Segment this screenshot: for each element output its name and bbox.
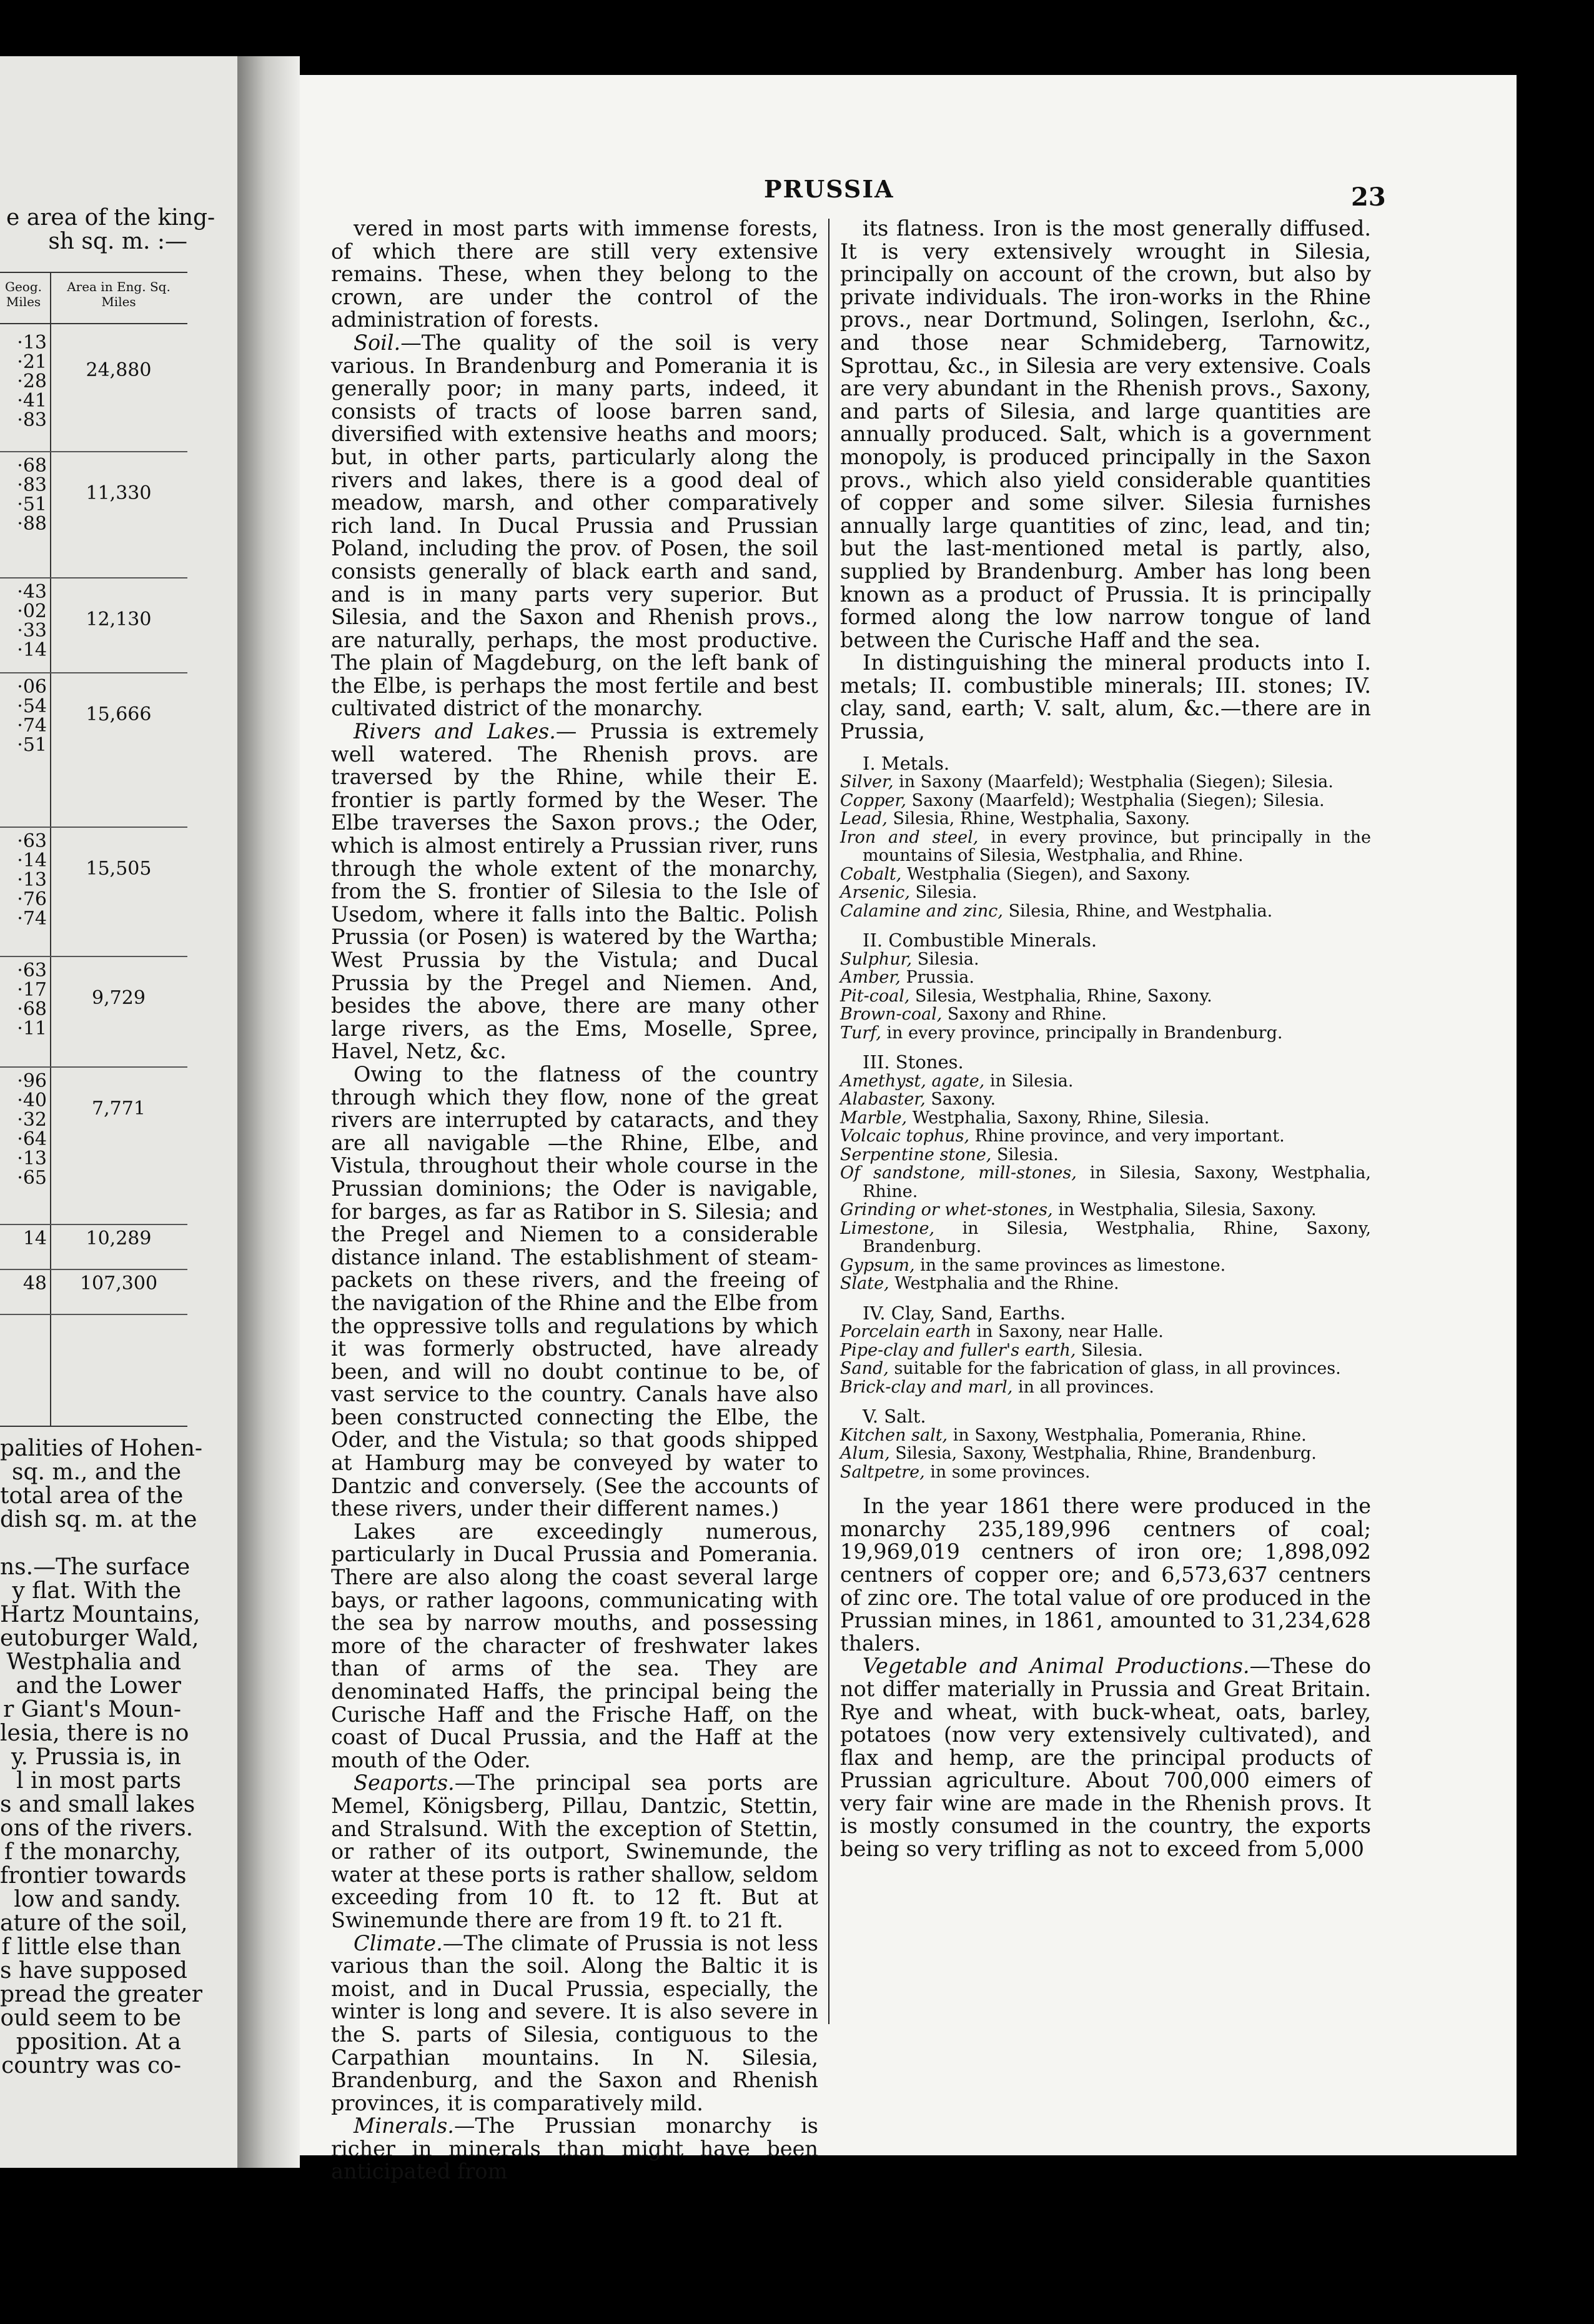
geog-value: ·63 bbox=[17, 960, 47, 981]
geog-cell bbox=[0, 329, 47, 430]
list-heading: IV. Clay, Sand, Earths. bbox=[863, 1302, 1066, 1324]
mineral-name: Turf, bbox=[840, 1023, 881, 1043]
list-item bbox=[840, 1146, 1371, 1164]
geog-value: ·06 bbox=[17, 676, 47, 698]
paragraph-text: Lakes are exceedingly numerous, particularly in Ducal Prussia and Pomerania. There are also along the coast several large bays, or rather lagoons, communicating with the sea by narrow mouths, and possessing more of the character of freshwater lakes than of arms of the sea. They are denominated Haffs, the principal being the Curische Haff and the Frische Haff, on the coast of Ducal Prussia, and the Haff at the mouth of the Oder. bbox=[331, 1519, 818, 1772]
paragraph bbox=[331, 217, 818, 332]
mineral-name: Amethyst, agate, bbox=[840, 1071, 985, 1091]
list-heading: I. Metals. bbox=[863, 752, 950, 774]
section-heading: Seaports. bbox=[354, 1770, 455, 1795]
list-item bbox=[840, 1444, 1371, 1463]
section-heading: Minerals. bbox=[354, 2113, 454, 2138]
left-text-line: s have supposed bbox=[0, 1958, 187, 1984]
mineral-name: Brick-clay and marl, bbox=[840, 1377, 1013, 1397]
left-text-line: dish sq. m. at the bbox=[0, 1507, 197, 1532]
geog-cell bbox=[0, 1225, 47, 1248]
eng-value: 10,289 bbox=[86, 1228, 152, 1249]
geog-value: ·51 bbox=[17, 734, 47, 756]
geog-value: ·83 bbox=[17, 409, 47, 431]
left-text-line: frontier towards bbox=[0, 1863, 187, 1889]
paragraph-text: its flatness. Iron is the most generally diffused. It is very extensively wrought in Silesia, principally on account of the crown, but also by private individuals. The iron-works in the Rhine provs., near Dortmund, Solingen, Iserlohn, &c., and those near Schmideberg, Tarnowitz, Sprottau, &c., in Silesia are very extensive. Coals are very abundant in the Rhenish provs., Saxony, and parts of Silesia, and large quantities are annually produced. Salt, which is a government monopoly, is produced principally in the Saxon provs., which also yield considerable quantities of copper and some silver. Silesia furnishes annually large quantities of zinc, lead, and tin; but the last-mentioned metal is partly, also, supplied by Brandenburg. Amber has long been known as a product of Prussia. It is principally formed along the low narrow tongue of land between the Curische Haff and the sea. bbox=[840, 216, 1371, 652]
table-row bbox=[0, 1225, 187, 1270]
list-item bbox=[840, 1274, 1371, 1293]
mineral-locations: in the same provinces as limestone. bbox=[914, 1255, 1226, 1275]
table-row bbox=[0, 329, 187, 452]
left-text-line: pposition. At a bbox=[16, 2029, 181, 2055]
list-item bbox=[840, 828, 1371, 865]
eng-value: 15,666 bbox=[86, 703, 152, 725]
left-text-line bbox=[0, 1532, 181, 1556]
mineral-name: Of sandstone, mill-stones, bbox=[840, 1163, 1077, 1183]
mineral-locations: in Westphalia, Silesia, Saxony. bbox=[1052, 1200, 1317, 1220]
paragraph bbox=[331, 1932, 818, 2115]
geog-value: 14 bbox=[22, 1228, 47, 1249]
mineral-locations: Saxony. bbox=[925, 1090, 996, 1110]
mineral-locations: Silesia, Rhine, and Westphalia. bbox=[1002, 901, 1273, 921]
list-item bbox=[840, 1024, 1371, 1043]
mineral-name: Copper, bbox=[840, 790, 906, 810]
right-column-intro bbox=[840, 217, 1371, 743]
section-heading: Climate. bbox=[354, 1930, 443, 1955]
list-item bbox=[840, 1090, 1371, 1109]
left-text-line: ature of the soil, bbox=[0, 1910, 188, 1936]
geog-value: ·14 bbox=[17, 850, 47, 872]
mineral-locations: Silesia, Westphalia, Rhine, Saxony. bbox=[909, 986, 1212, 1006]
mineral-locations: in Saxony, Westphalia, Pomerania, Rhine. bbox=[948, 1425, 1307, 1445]
book-spine bbox=[237, 56, 300, 2168]
section-heading: Rivers and Lakes. bbox=[354, 719, 556, 744]
left-text-line: sh sq. m. :— bbox=[48, 229, 187, 254]
mineral-name: Pipe-clay and fuller's earth, bbox=[840, 1340, 1076, 1360]
list-item bbox=[840, 1359, 1371, 1378]
list-item bbox=[840, 773, 1371, 792]
left-text-line: country was co- bbox=[1, 2053, 181, 2078]
mineral-locations: Silesia, Rhine, Westphalia, Saxony. bbox=[887, 809, 1191, 829]
mineral-name: Volcaic tophus, bbox=[840, 1126, 970, 1146]
paragraph bbox=[331, 1521, 818, 1772]
column-rule bbox=[828, 219, 829, 2024]
list-item bbox=[840, 950, 1371, 969]
eng-value: 12,130 bbox=[86, 608, 152, 630]
mineral-locations: Saxony and Rhine. bbox=[942, 1005, 1107, 1025]
left-text-line: y. Prussia is, in bbox=[11, 1744, 181, 1770]
table-header-geog: Geog. Miles bbox=[4, 279, 42, 309]
left-text-line: f little else than bbox=[1, 1934, 181, 1960]
mineral-name: Amber, bbox=[840, 968, 901, 988]
paragraph bbox=[331, 2115, 818, 2183]
mineral-locations: in every province, principally in Brandenburg. bbox=[881, 1023, 1283, 1043]
mineral-locations: Silesia. bbox=[1076, 1340, 1143, 1360]
paragraph bbox=[840, 217, 1371, 652]
list-item bbox=[840, 865, 1371, 884]
geog-value: ·14 bbox=[17, 639, 47, 661]
geog-value: ·28 bbox=[17, 370, 47, 392]
list-item bbox=[840, 987, 1371, 1006]
geog-value: ·41 bbox=[17, 390, 47, 412]
geog-value: ·13 bbox=[17, 869, 47, 891]
mineral-name: Marble, bbox=[840, 1108, 908, 1128]
mineral-locations: Silesia. bbox=[912, 949, 979, 969]
left-text-line: ns.—The surface bbox=[0, 1554, 191, 1580]
mineral-name: Sulphur, bbox=[840, 949, 913, 969]
paragraph-text: In the year 1861 there were produced in the monarchy 235,189,996 centners of coal; 19,969,019 centners of iron ore; 1,898,092 centners of copper ore; and 6,573,637 centners of zinc ore. The total value of ore produced in the Prussian mines, in 1861, amounted to 31,234,628 thalers. bbox=[840, 1494, 1371, 1656]
area-table bbox=[0, 272, 187, 1427]
mineral-locations: in every province, but principally in the mountains of Silesia, Westphalia, and Rhine. bbox=[863, 827, 1371, 866]
geog-value: ·83 bbox=[17, 474, 47, 496]
mineral-locations: in Saxony, near Halle. bbox=[971, 1322, 1164, 1342]
geog-value: ·68 bbox=[17, 998, 47, 1020]
mineral-locations: Westphalia and the Rhine. bbox=[889, 1274, 1119, 1294]
paragraph-text: —These do not differ materially in Prussia and Great Britain. Rye and wheat, with buck-wheat, oats, barley, potatoes (now very extensively cultivated), and flax and hemp, are the principal products of Prussian agriculture. About 700,000 eimers of very fair wine are made in the Rhenish provs. It is mostly consumed in the country, the exports being so very trifling as not to exceed from 5,000 bbox=[840, 1654, 1371, 1862]
left-text-line: l in most parts bbox=[16, 1768, 181, 1794]
geog-value: ·11 bbox=[17, 1018, 47, 1040]
geog-cell bbox=[0, 452, 47, 534]
left-page-top-text bbox=[6, 205, 215, 254]
geog-value: ·32 bbox=[17, 1109, 47, 1131]
section-heading: Soil. bbox=[354, 330, 401, 355]
geog-cell bbox=[0, 673, 47, 755]
right-column-outro bbox=[840, 1495, 1371, 1861]
list-item bbox=[840, 1164, 1371, 1201]
mineral-locations: in Saxony (Maarfeld); Westphalia (Siegen); Silesia. bbox=[893, 772, 1334, 792]
mineral-name: Brown-coal, bbox=[840, 1005, 943, 1025]
mineral-name: Sand, bbox=[840, 1359, 889, 1379]
table-row bbox=[0, 957, 187, 1068]
mineral-locations: Prussia. bbox=[900, 968, 974, 988]
list-item bbox=[840, 1109, 1371, 1128]
geog-value: ·51 bbox=[17, 494, 47, 515]
eng-value: 107,300 bbox=[79, 1273, 158, 1294]
left-text-line: lesia, there is no bbox=[0, 1721, 189, 1746]
paragraph-text: In distinguishing the mineral products into I. metals; II. combustible minerals; III. stones; IV. clay, sand, earth; V. salt, alum, &c.—there are in Prussia, bbox=[840, 650, 1371, 744]
left-text-line: f the monarchy, bbox=[4, 1839, 181, 1865]
paragraph-text: —The quality of the soil is very various. In Brandenburg and Pomerania it is generally poor; in many parts, indeed, it consists of tracts of loose barren sand, diversified with extensive heaths and moors; but, in other parts, particularly along the rivers and lakes, there is a good deal of meadow, marsh, and other comparatively rich land. In Ducal Prussia and Prussian Poland, including the prov. of Posen, the soil consists generally of black earth and sand, and is in many parts very superior. But Silesia, and the Saxon and Rhenish provs., are naturally, perhaps, the most productive. The plain of Magdeburg, on the left bank of the Elbe, is perhaps the most fertile and best cultivated district of the monarchy. bbox=[331, 330, 818, 721]
list-item bbox=[840, 1201, 1371, 1219]
mineral-name: Alabaster, bbox=[840, 1090, 926, 1110]
geog-value: ·40 bbox=[17, 1090, 47, 1111]
table-row bbox=[0, 1068, 187, 1225]
table-row bbox=[0, 828, 187, 957]
eng-value: 24,880 bbox=[86, 359, 152, 381]
mineral-locations: in Silesia. bbox=[984, 1071, 1074, 1091]
geog-value: ·02 bbox=[17, 600, 47, 622]
mineral-locations: in Silesia, Saxony, Westphalia, Rhine. bbox=[863, 1163, 1371, 1201]
mineral-name: Lead, bbox=[840, 809, 888, 829]
left-text-line: e area of the king- bbox=[6, 205, 215, 231]
left-text-line: y flat. With the bbox=[12, 1578, 181, 1604]
left-text-line: ons of the rivers. bbox=[0, 1815, 194, 1841]
left-page-bottom-text bbox=[0, 1436, 203, 2078]
mineral-locations: Silesia. bbox=[909, 883, 978, 903]
geog-value: ·74 bbox=[17, 908, 47, 930]
list-item bbox=[840, 1219, 1371, 1256]
mineral-locations: in Silesia, Westphalia, Rhine, Saxony, Brandenburg. bbox=[863, 1218, 1371, 1257]
table-header-rule bbox=[0, 323, 187, 324]
mineral-name: Alum, bbox=[840, 1444, 890, 1464]
left-text-line: and the Lower bbox=[16, 1673, 181, 1699]
mineral-name: Calamine and zinc, bbox=[840, 901, 1003, 921]
paragraph bbox=[331, 720, 818, 1063]
page-number: 23 bbox=[1351, 182, 1386, 212]
list-item bbox=[840, 1341, 1371, 1360]
mineral-name: Silver, bbox=[840, 772, 894, 792]
mineral-locations: Westphalia, Saxony, Rhine, Silesia. bbox=[907, 1108, 1210, 1128]
table-row bbox=[0, 452, 187, 579]
paragraph-text: —The principal sea ports are Memel, Königsberg, Pillau, Dantzic, Stettin, and Stralsund. With the exception of Stettin, or rather of its outport, Swinemunde, the water at these ports is rather shallow, seldom exceeding from 10 ft. to 12 ft. But at Swinemunde there are from 19 ft. to 21 ft. bbox=[331, 1770, 818, 1932]
paragraph bbox=[331, 332, 818, 720]
mineral-name: Gypsum, bbox=[840, 1255, 915, 1275]
geog-value: ·17 bbox=[17, 979, 47, 1001]
geog-cell bbox=[0, 1270, 47, 1293]
paragraph-text: —The Prussian monarchy is richer in minerals than might have been anticipated from bbox=[331, 2113, 818, 2184]
mineral-locations: in some provinces. bbox=[924, 1462, 1091, 1482]
right-column bbox=[840, 217, 1371, 1861]
list-item bbox=[840, 902, 1371, 921]
left-text-line: r Giant's Moun- bbox=[3, 1697, 181, 1722]
left-page-fragment bbox=[0, 56, 237, 2168]
mineral-name: Serpentine stone, bbox=[840, 1145, 992, 1164]
list-item bbox=[840, 1005, 1371, 1024]
list-item bbox=[840, 792, 1371, 810]
mineral-name: Arsenic, bbox=[840, 883, 910, 903]
mineral-name: Porcelain earth bbox=[840, 1322, 971, 1342]
mineral-locations: in all provinces. bbox=[1012, 1377, 1154, 1397]
list-heading: V. Salt. bbox=[863, 1406, 926, 1428]
paragraph bbox=[331, 1063, 818, 1521]
list-item bbox=[840, 1426, 1371, 1445]
mineral-locations: suitable for the fabrication of glass, in all provinces. bbox=[888, 1359, 1341, 1379]
paragraph-text: — Prussia is extremely well watered. The Rhenish provs. are traversed by the Rhine, while their E. frontier is partly formed by the Weser. The Elbe traverses the Saxon provs.; the Oder, which is almost entirely a Prussian river, runs through the whole extent of the monarchy, from the S. frontier of Silesia to the Isle of Usedom, where it falls into the Baltic. Polish Prussia (or Posen) is watered by the Wartha; West Prussia by the Vistula; and Ducal Prussia by the Pregel and Niemen. And, besides the above, there are many other large rivers, as the Ems, Moselle, Spree, Havel, Netz, &c. bbox=[331, 719, 818, 1064]
table-body bbox=[0, 329, 187, 1315]
table-header-eng: Area in Eng. Sq. Miles bbox=[67, 279, 171, 309]
mineral-name: Slate, bbox=[840, 1274, 889, 1294]
table-row bbox=[0, 579, 187, 673]
left-text-line: palities of Hohen- bbox=[0, 1436, 203, 1461]
left-text-line: eutoburger Wald, bbox=[0, 1626, 199, 1651]
geog-cell bbox=[0, 957, 47, 1038]
paragraph bbox=[840, 1655, 1371, 1860]
list-item bbox=[840, 1072, 1371, 1091]
eng-value: 7,771 bbox=[92, 1098, 146, 1120]
table-row bbox=[0, 1270, 187, 1315]
left-text-line: s and small lakes bbox=[0, 1792, 196, 1817]
mineral-locations: Silesia. bbox=[991, 1145, 1059, 1164]
eng-value: 9,729 bbox=[92, 987, 146, 1009]
left-text-line: ould seem to be bbox=[0, 2005, 181, 2031]
left-text-line: Westphalia and bbox=[6, 1649, 181, 1675]
geog-value: ·88 bbox=[17, 513, 47, 535]
mineral-name: Pit-coal, bbox=[840, 986, 910, 1006]
list-item bbox=[840, 1463, 1371, 1482]
list-item bbox=[840, 968, 1371, 987]
list-item bbox=[840, 1323, 1371, 1341]
geog-cell bbox=[0, 1068, 47, 1188]
geog-value: ·74 bbox=[17, 715, 47, 737]
paragraph-text: vered in most parts with immense forests, of which there are still very extensive remains. These, when they belong to the crown, are under the control of the administration of forests. bbox=[331, 216, 818, 332]
running-title: PRUSSIA bbox=[764, 175, 894, 203]
geog-value: ·43 bbox=[17, 581, 47, 603]
mineral-name: Saltpetre, bbox=[840, 1462, 925, 1482]
section-heading: Vegetable and Animal Productions. bbox=[863, 1654, 1250, 1679]
left-column bbox=[331, 217, 818, 2183]
list-item bbox=[840, 883, 1371, 902]
geog-value: ·63 bbox=[17, 830, 47, 852]
mineral-name: Limestone, bbox=[840, 1218, 935, 1238]
mineral-name: Grinding or whet-stones, bbox=[840, 1200, 1053, 1220]
mineral-name: Cobalt, bbox=[840, 864, 902, 884]
paragraph-text: —The climate of Prussia is not less various than the soil. Along the Baltic it is moist, and in Ducal Prussia, especially, the winter is long and severe. It is also severe in the S. parts of Silesia, contiguous to the Carpathian mountains. In N. Silesia, Brandenburg, and the Saxon and Rhenish provinces, it is comparatively mild. bbox=[331, 1930, 818, 2115]
paragraph bbox=[331, 1772, 818, 1932]
geog-value: ·65 bbox=[17, 1167, 47, 1189]
eng-value: 11,330 bbox=[86, 482, 152, 504]
geog-cell bbox=[0, 579, 47, 660]
left-text-line: Hartz Mountains, bbox=[0, 1602, 200, 1627]
geog-value: ·64 bbox=[17, 1128, 47, 1150]
geog-cell bbox=[0, 828, 47, 928]
list-item bbox=[840, 810, 1371, 828]
geog-value: ·21 bbox=[17, 351, 47, 373]
mineral-locations: Saxony (Maarfeld); Westphalia (Siegen); Silesia. bbox=[906, 790, 1325, 810]
geog-value: ·13 bbox=[17, 332, 47, 354]
geog-value: ·54 bbox=[17, 695, 47, 717]
left-text-line: sq. m., and the bbox=[12, 1459, 181, 1485]
geog-value: ·68 bbox=[17, 455, 47, 477]
geog-value: ·33 bbox=[17, 620, 47, 642]
list-item bbox=[840, 1256, 1371, 1275]
left-text-line: low and sandy. bbox=[14, 1887, 181, 1912]
paragraph bbox=[840, 652, 1371, 743]
table-row bbox=[0, 673, 187, 828]
list-heading: II. Combustible Minerals. bbox=[863, 930, 1097, 951]
paragraph bbox=[840, 1495, 1371, 1655]
list-item bbox=[840, 1378, 1371, 1397]
mineral-locations: Rhine province, and very important. bbox=[969, 1126, 1285, 1146]
mineral-list bbox=[840, 752, 1371, 1482]
geog-value: ·13 bbox=[17, 1148, 47, 1169]
paragraph-text: Owing to the flatness of the country through which they flow, none of the great rivers are interrupted by cataracts, and they are all navigable —the Rhine, Elbe, and Vistula, throughout their whole course in the Prussian dominions; the Oder is navigable, for barges, as far as Ratibor in S. Silesia; and the Pregel and Niemen to a considerable distance inland. The establishment of steam-packets on these rivers, and the freeing of the navigation of the Rhine and the Elbe from the oppressive tolls and regulations by which it was formerly obstructed, have already been, and will no doubt continue to be, of vast service to the country. Canals have also been constructed connecting the Elbe, the Oder, and the Vistula; so that goods shipped at Hamburg may be conveyed by water to Dantzic and conversely. (See the accounts of these rivers, under their different names.) bbox=[331, 1061, 818, 1521]
list-item bbox=[840, 1127, 1371, 1146]
geog-value: ·76 bbox=[17, 888, 47, 910]
mineral-locations: Silesia, Saxony, Westphalia, Rhine, Brandenburg. bbox=[889, 1444, 1317, 1464]
eng-value: 15,505 bbox=[86, 858, 152, 880]
mineral-name: Kitchen salt, bbox=[840, 1425, 948, 1445]
list-heading: III. Stones. bbox=[863, 1051, 964, 1073]
mineral-locations: Westphalia (Siegen), and Saxony. bbox=[901, 864, 1191, 884]
geog-value: 48 bbox=[22, 1273, 47, 1294]
left-text-line: pread the greater bbox=[0, 1982, 202, 2007]
left-text-line: total area of the bbox=[0, 1483, 184, 1509]
geog-value: ·96 bbox=[17, 1070, 47, 1092]
mineral-name: Iron and steel, bbox=[840, 827, 979, 847]
